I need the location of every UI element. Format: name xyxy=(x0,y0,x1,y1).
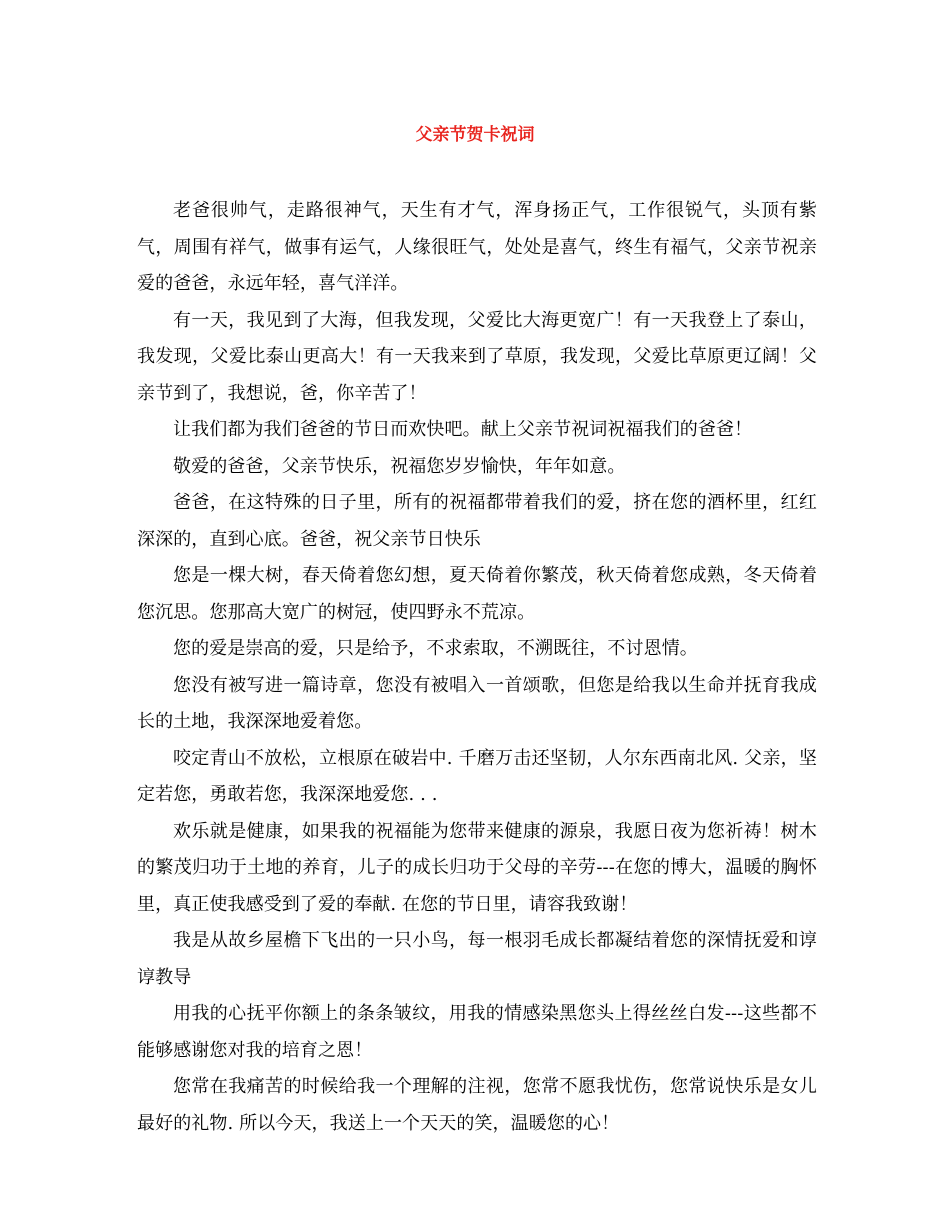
paragraph-1: 老爸很帅气，走路很神气，天生有才气，浑身扬正气，工作很锐气，头顶有紫气，周围有祥气，做事有运气，人缘很旺气，处处是喜气，终生有福气，父亲节祝亲爱的爸爸，永远年轻，喜气洋洋。 xyxy=(137,200,817,294)
paragraph-11: 我是从故乡屋檐下飞出的一只小鸟，每一根羽毛成长都凝结着您的深情抚爱和谆谆教导 xyxy=(137,930,817,988)
paragraph-6: 您是一棵大树，春天倚着您幻想，夏天倚着你繁茂，秋天倚着您成熟，冬天倚着您沉思。您那高大宽广的树冠，使四野永不荒凉。 xyxy=(137,565,817,623)
paragraph-13: 您常在我痛苦的时候给我一个理解的注视，您常不愿我忧伤，您常说快乐是女儿最好的礼物. 所以今天，我送上一个天天的笑，温暖您的心！ xyxy=(137,1076,817,1134)
paragraph-5: 爸爸，在这特殊的日子里，所有的祝福都带着我们的爱，挤在您的酒杯里，红红深深的，直到心底。爸爸，祝父亲节日快乐 xyxy=(137,492,817,550)
paragraph-2: 有一天，我见到了大海，但我发现，父爱比大海更宽广！有一天我登上了泰山，我发现，父爱比泰山更高大！有一天我来到了草原，我发现，父爱比草原更辽阔！父亲节到了，我想说，爸，你辛苦了！ xyxy=(137,309,817,404)
document-title: 父亲节贺卡祝词 xyxy=(415,125,535,145)
document-body xyxy=(137,193,817,1142)
paragraph-3: 让我们都为我们爸爸的节日而欢快吧。献上父亲节祝词祝福我们的爸爸！ xyxy=(173,419,753,440)
paragraph-8: 您没有被写进一篇诗章，您没有被唱入一首颂歌，但您是给我以生命并抚育我成长的土地，我深深地爱着您。 xyxy=(137,674,817,732)
paragraph-7: 您的爱是崇高的爱，只是给予，不求索取，不溯既往，不讨恩情。 xyxy=(173,638,698,659)
paragraph-12: 用我的心抚平你额上的条条皱纹，用我的情感染黑您头上得丝丝白发---这些都不能够感谢您对我的培育之恩！ xyxy=(137,1003,817,1061)
paragraph-4: 敬爱的爸爸，父亲节快乐，祝福您岁岁愉快，年年如意。 xyxy=(173,455,626,477)
paragraph-9: 咬定青山不放松，立根原在破岩中. 千磨万击还坚韧，人尔东西南北风. 父亲，坚定若您，勇敢若您，我深深地爱您. . . xyxy=(137,747,817,805)
paragraph-10: 欢乐就是健康，如果我的祝福能为您带来健康的源泉，我愿日夜为您祈祷！树木的繁茂归功于土地的养育，儿子的成长归功于父母的辛劳---在您的博大，温暖的胸怀里，真正使我感受到了爱的奉献. 在您的节日里，请容我致谢！ xyxy=(137,820,817,915)
